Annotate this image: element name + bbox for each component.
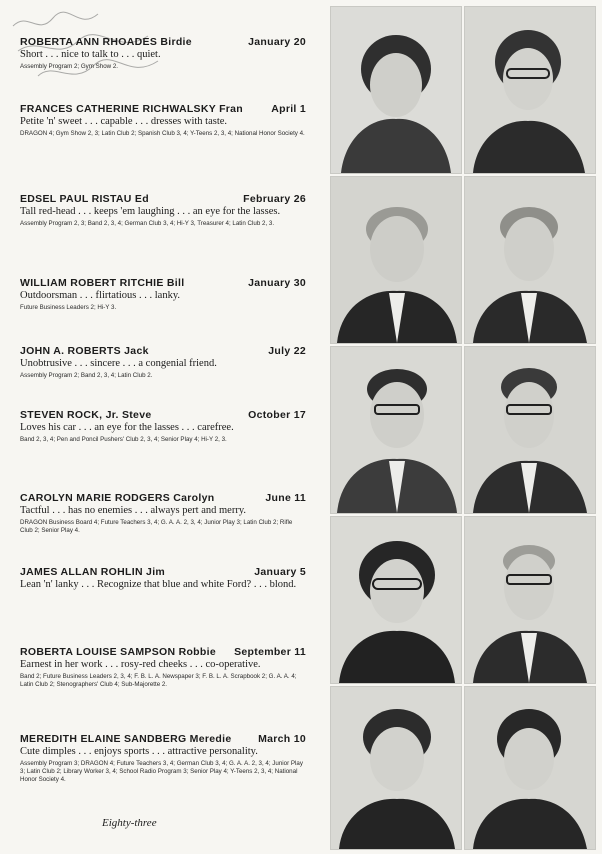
portrait-photo xyxy=(330,346,462,514)
student-name: EDSEL PAUL RISTAU Ed xyxy=(20,193,149,205)
student-name: CAROLYN MARIE RODGERS Carolyn xyxy=(20,492,215,504)
birth-date: September 11 xyxy=(234,646,306,658)
entry-rock xyxy=(20,409,306,444)
student-activities: DRAGON 4; Gym Show 2, 3; Latin Club 2; Spanish Club 3, 4; Y-Teens 2, 3, 4; National Honor Society 4. xyxy=(20,130,305,137)
portrait-photo xyxy=(464,176,596,344)
portrait-photo xyxy=(330,686,462,850)
student-activities: Band 2; Future Business Leaders 2, 3, 4; F. B. L. A. Newspaper 3; F. B. L. A. Scrapbook 2; G. A. A. 4; Latin Club 2; Stenographers' Club 4; Sub-Majorette 2. xyxy=(20,673,297,688)
birth-date: January 5 xyxy=(254,566,306,578)
entry-richwalsky xyxy=(20,103,306,138)
student-name: ROBERTA ANN RHOADES Birdie xyxy=(20,36,192,48)
birth-date: June 11 xyxy=(265,492,306,504)
portrait-photo xyxy=(330,516,462,684)
student-activities: Band 2, 3, 4; Pen and Poncil Pushers' Club 2, 3, 4; Senior Play 4; Hi-Y 2, 3. xyxy=(20,436,227,443)
student-name: FRANCES CATHERINE RICHWALSKY Fran xyxy=(20,103,244,115)
entry-sandberg xyxy=(20,733,306,784)
portrait-photo xyxy=(464,516,596,684)
student-activities: Assembly Program 3; DRAGON 4; Future Teachers 3, 4; German Club 3, 4; G. A. A. 2, 3, 4; Junior Play 3; Latin Club 2; Library Worker 3, 4; School Radio Program 3; Senior Play 4; Y-Teens 2, 3, 4; National Honor Society 4. xyxy=(20,760,303,783)
entry-ristau xyxy=(20,193,306,228)
portrait-photo xyxy=(330,176,462,344)
student-description: Unobtrusive . . . sincere . . . a congenial friend. xyxy=(20,358,217,369)
entry-roberts xyxy=(20,345,306,380)
student-description: Earnest in her work . . . rosy-red cheeks . . . co-operative. xyxy=(20,659,261,670)
portrait-photo xyxy=(330,6,462,174)
student-description: Petite 'n' sweet . . . capable . . . dresses with taste. xyxy=(20,116,228,127)
birth-date: July 22 xyxy=(268,345,306,357)
entry-sampson xyxy=(20,646,306,689)
birth-date: January 30 xyxy=(248,277,306,289)
student-name: JAMES ALLAN ROHLIN Jim xyxy=(20,566,166,578)
student-activities: Assembly Program 2; Gym Show 2. xyxy=(20,63,118,70)
student-description: Cute dimples . . . enjoys sports . . . attractive personality. xyxy=(20,746,258,757)
student-activities: DRAGON Business Board 4; Future Teachers 3, 4; G. A. A. 2, 3, 4; Junior Play 3; Latin Club 2; Rifle Club 2; Senior Play 4. xyxy=(20,519,293,534)
portrait-grid xyxy=(326,4,600,850)
entry-rodgers xyxy=(20,492,306,535)
entry-rohlin xyxy=(20,566,306,590)
portrait-photo xyxy=(464,346,596,514)
student-description: Outdoorsman . . . flirtatious . . . lanky. xyxy=(20,290,181,301)
student-name: WILLIAM ROBERT RITCHIE Bill xyxy=(20,277,185,289)
birth-date: March 10 xyxy=(258,733,306,745)
student-activities: Future Business Leaders 2; Hi-Y 3. xyxy=(20,304,117,311)
student-name: STEVEN ROCK, Jr. Steve xyxy=(20,409,152,421)
page-number: Eighty-three xyxy=(102,817,157,829)
birth-date: April 1 xyxy=(271,103,306,115)
portrait-photo xyxy=(464,6,596,174)
senior-text-column xyxy=(14,0,304,854)
student-activities: Assembly Program 2, 3; Band 2, 3, 4; German Club 3, 4; Hi-Y 3, Treasurer 4; Latin Club 2, 3. xyxy=(20,220,275,227)
student-description: Loves his car . . . an eye for the lasses . . . carefree. xyxy=(20,422,234,433)
student-activities: Assembly Program 2; Band 2, 3, 4; Latin Club 2. xyxy=(20,372,153,379)
student-description: Lean 'n' lanky . . . Recognize that blue and white Ford? . . . blond. xyxy=(20,579,297,590)
portrait-photo xyxy=(464,686,596,850)
student-name: MEREDITH ELAINE SANDBERG Meredie xyxy=(20,733,232,745)
entry-rhoades xyxy=(20,36,306,71)
entry-ritchie xyxy=(20,277,306,312)
student-name: ROBERTA LOUISE SAMPSON Robbie xyxy=(20,646,216,658)
student-description: Tactful . . . has no enemies . . . always pert and merry. xyxy=(20,505,247,516)
birth-date: January 20 xyxy=(248,36,306,48)
student-description: Short . . . nice to talk to . . . quiet. xyxy=(20,49,161,60)
birth-date: October 17 xyxy=(248,409,306,421)
student-description: Tall red-head . . . keeps 'em laughing . . . an eye for the lasses. xyxy=(20,206,281,217)
student-name: JOHN A. ROBERTS Jack xyxy=(20,345,149,357)
birth-date: February 26 xyxy=(243,193,306,205)
